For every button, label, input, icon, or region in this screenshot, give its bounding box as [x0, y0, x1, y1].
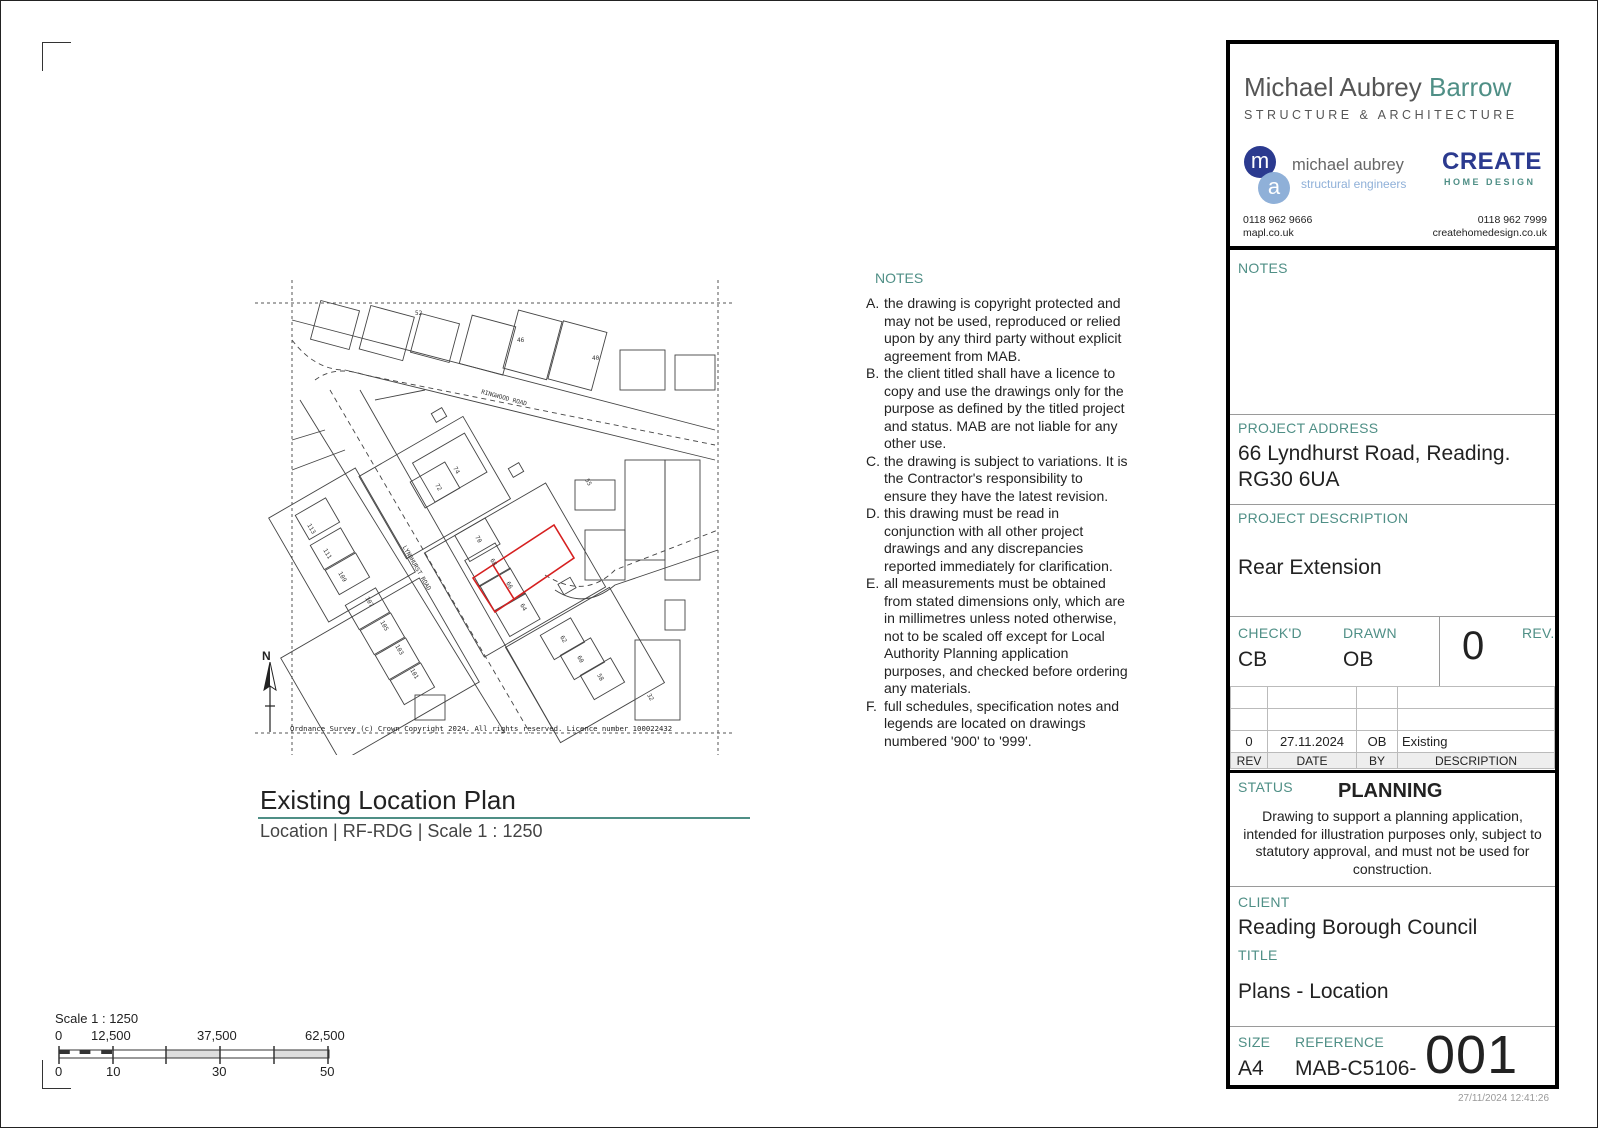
rev-header-date: DATE	[1268, 753, 1357, 769]
size-label: SIZE	[1238, 1034, 1271, 1050]
road-label-lyndhurst: LYNDHURST ROAD	[400, 544, 433, 592]
house-number: 103	[393, 643, 405, 657]
note-key: D.	[866, 505, 880, 521]
project-description: Rear Extension	[1238, 556, 1382, 579]
revision-date: 27.11.2024	[1268, 731, 1357, 753]
scale-top-tick-1: 12,500	[91, 1028, 131, 1043]
note-key: A.	[866, 295, 880, 311]
rev-header-by: BY	[1357, 753, 1398, 769]
scale-top-tick-3: 62,500	[305, 1028, 345, 1043]
house-number: 101	[408, 667, 420, 681]
crop-mark-top-left	[42, 42, 71, 71]
rev-box-divider	[1439, 616, 1440, 686]
notes-heading: NOTES	[875, 270, 924, 286]
firm-name	[1244, 72, 1511, 103]
ma-logo-name: michael aubrey	[1292, 156, 1404, 174]
note-key: E.	[866, 575, 880, 591]
drawing-subtitle: Location | RF-RDG | Scale 1 : 1250	[260, 821, 543, 841]
house-number: 107	[363, 595, 375, 609]
house-number: 58	[595, 672, 605, 683]
house-number: 46	[517, 337, 525, 344]
note-item	[866, 575, 1128, 698]
title-block	[1226, 40, 1559, 1089]
note-text: all measurements must be obtained from stated dimensions only, which are in millimetres unless noted otherwise, not to be scaled off except for Local Authority Planning application purposes, and checked before ordering any materials.	[884, 575, 1128, 696]
divider	[1230, 504, 1555, 505]
revision-header-row	[1231, 753, 1555, 769]
revision-table	[1230, 686, 1555, 769]
create-logo: CREATE	[1442, 148, 1542, 175]
project-address-line1: 66 Lyndhurst Road, Reading.	[1238, 442, 1511, 465]
note-item	[866, 698, 1128, 751]
notes-label: NOTES	[1238, 260, 1288, 276]
scale-label: Scale 1 : 1250	[55, 1011, 139, 1026]
house-number: 55	[583, 477, 593, 488]
note-key: C.	[866, 452, 880, 469]
notes-list	[866, 295, 1128, 750]
firm-name-last: Barrow	[1429, 72, 1512, 102]
note-item	[866, 505, 1128, 575]
logo-circle-a: a	[1258, 172, 1290, 204]
house-number: 113	[305, 522, 317, 536]
revision-rev: 0	[1231, 731, 1268, 753]
north-label: N	[262, 649, 271, 663]
note-text: the drawing is subject to variations. It is the Contractor's responsibility to ensure they have the latest revision.	[884, 452, 1128, 504]
scale-bottom-tick-3: 50	[320, 1064, 335, 1079]
scale-bar	[58, 1044, 333, 1066]
title-label: TITLE	[1238, 947, 1278, 963]
revision-by: OB	[1357, 731, 1398, 753]
status-value: PLANNING	[1338, 780, 1443, 802]
note-text: the client titled shall have a licence to copy and use the drawings only for the purpose as defined by the titled project and status. MAB are not liable for any other use.	[884, 365, 1125, 451]
title-value: Plans - Location	[1238, 980, 1389, 1003]
contact-left-web: mapl.co.uk	[1243, 227, 1294, 239]
reference-label: REFERENCE	[1295, 1034, 1385, 1050]
drawn-label: DRAWN	[1343, 625, 1397, 641]
checked-label: CHECK'D	[1238, 625, 1302, 641]
drawing-title-underline	[258, 817, 750, 819]
contact-right-phone: 0118 962 7999	[1477, 214, 1547, 226]
divider	[1230, 616, 1555, 617]
site-boundary	[473, 525, 574, 612]
firm-name-first: Michael Aubrey	[1244, 72, 1422, 102]
client-value: Reading Borough Council	[1238, 916, 1478, 939]
divider	[1230, 886, 1555, 887]
revision-empty-row	[1231, 709, 1555, 731]
house-number: 62	[558, 634, 568, 645]
contact-right-web: createhomedesign.co.uk	[1432, 227, 1547, 239]
house-number: 111	[321, 547, 333, 561]
revision-empty-row	[1231, 687, 1555, 709]
note-text: the drawing is copyright protected and may not be used, reproduced or relied upon by any third party without explicit agreement from MAB.	[884, 295, 1122, 364]
project-description-label: PROJECT DESCRIPTION	[1238, 510, 1409, 526]
rev-header-description: DESCRIPTION	[1398, 753, 1555, 769]
house-number: 52	[415, 310, 423, 317]
note-key: F.	[866, 697, 877, 714]
status-text: Drawing to support a planning application, intended for illustration purposes only, subject to statutory approval, and must not be used for construction.	[1243, 808, 1542, 877]
scale-bottom-tick-0: 0	[55, 1064, 63, 1079]
drawing-title: Existing Location Plan	[260, 785, 516, 815]
north-arrow-icon	[262, 662, 278, 734]
note-text: full schedules, specification notes and legends are located on drawings numbered '900' to '999'.	[884, 697, 1120, 749]
project-address-label: PROJECT ADDRESS	[1238, 420, 1379, 436]
road-label-ringwood: RINGWOOD ROAD	[480, 388, 528, 408]
house-number: 72	[433, 482, 443, 493]
sheet-number: 001	[1425, 1025, 1519, 1085]
house-number: 105	[378, 619, 390, 633]
house-number: 32	[645, 692, 655, 703]
note-item	[866, 453, 1128, 506]
house-number: 64	[518, 602, 528, 613]
note-item	[866, 295, 1128, 365]
scale-top-tick-2: 37,500	[197, 1028, 237, 1043]
divider	[1230, 770, 1555, 773]
scale-bottom-tick-1: 10	[106, 1064, 121, 1079]
copyright-notice: Ordnance Survey (c) Crown Copyright 2024. All rights reserved. Licence number 100022432	[290, 724, 673, 733]
house-number: 40	[592, 355, 600, 362]
create-logo-sub: HOME DESIGN	[1444, 177, 1536, 187]
logo-circle-m: m	[1244, 146, 1276, 178]
print-timestamp: 27/11/2024 12:41:26	[1458, 1093, 1550, 1104]
reference-value: MAB-C5106-	[1295, 1057, 1417, 1080]
status-label: STATUS	[1238, 779, 1293, 795]
house-number: 109	[336, 570, 348, 584]
house-number: 74	[451, 465, 461, 476]
scale-bottom-tick-2: 30	[212, 1064, 227, 1079]
client-label: CLIENT	[1238, 894, 1290, 910]
house-number: 70	[473, 534, 483, 545]
note-key: B.	[866, 365, 880, 381]
note-item	[866, 365, 1128, 453]
house-number: 68	[488, 557, 498, 568]
logo-divider	[1230, 246, 1555, 250]
checked-value: CB	[1238, 648, 1268, 671]
drawn-value: OB	[1343, 648, 1374, 671]
revision-description: Existing	[1398, 731, 1555, 753]
scale-top-tick-0: 0	[55, 1028, 63, 1043]
ma-logo-sub: structural engineers	[1301, 177, 1407, 191]
note-text: this drawing must be read in conjunction with all other project drawings and any discrepancies reported immediately for clarification.	[884, 505, 1113, 574]
house-number: 60	[575, 654, 585, 665]
divider	[1230, 414, 1555, 415]
firm-tagline: STRUCTURE & ARCHITECTURE	[1244, 108, 1518, 122]
project-address-line2: RG30 6UA	[1238, 468, 1340, 491]
rev-label: REV.	[1522, 625, 1555, 641]
location-plan-map	[255, 280, 735, 755]
contact-left-phone: 0118 962 9666	[1243, 214, 1313, 226]
house-number: 66	[504, 580, 514, 591]
size-value: A4	[1238, 1057, 1264, 1080]
revision-row	[1231, 731, 1555, 753]
rev-value: 0	[1462, 624, 1485, 668]
rev-header-rev: REV	[1231, 753, 1268, 769]
